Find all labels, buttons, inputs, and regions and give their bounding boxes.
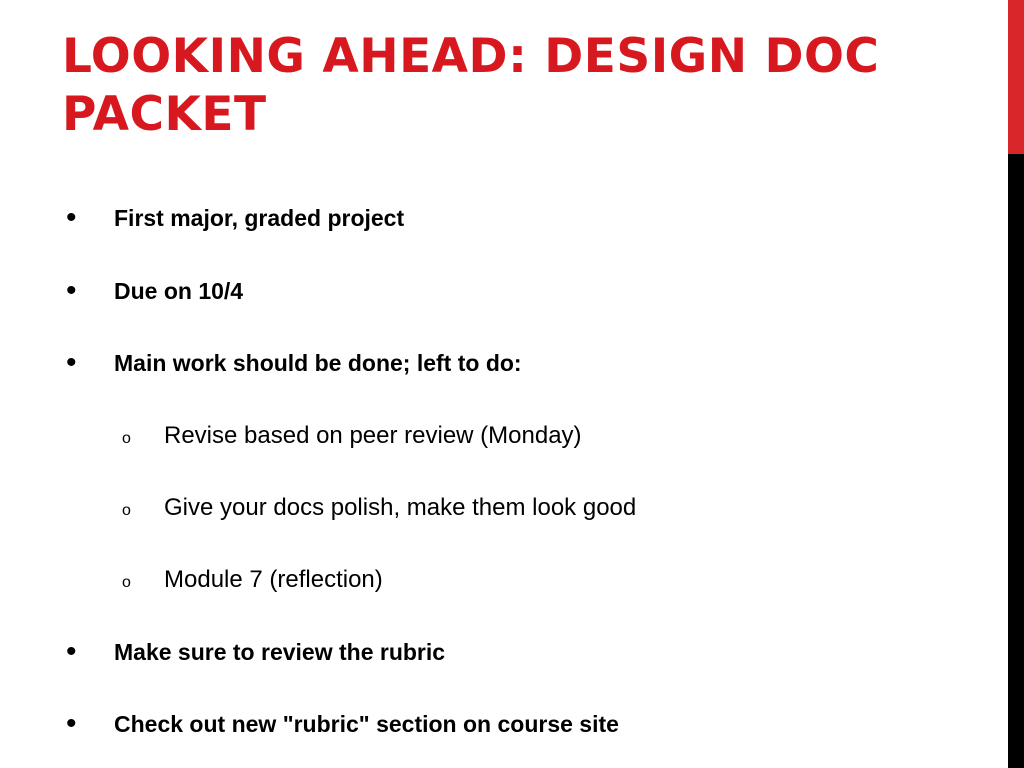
bullet-item: [0, 704, 1000, 744]
bullet-item: [0, 271, 1000, 311]
bullet-item: [0, 632, 1000, 672]
bullet-dot-icon: •: [66, 201, 77, 234]
bullet-dot-icon: •: [66, 346, 77, 379]
sub-bullet-text: Module 7 (reflection): [164, 566, 383, 593]
bullet-item: [0, 343, 1000, 383]
sub-bullet-circle-icon: o: [122, 430, 131, 447]
sub-bullet-item: [0, 488, 1000, 528]
sub-bullet-text: Give your docs polish, make them look good: [164, 494, 637, 521]
sub-bullet-circle-icon: o: [122, 502, 131, 519]
bullet-dot-icon: •: [66, 707, 77, 740]
slide-title: LOOKING AHEAD: DESIGN DOC PACKET: [62, 29, 880, 142]
bullet-dot-icon: •: [66, 274, 77, 307]
sub-bullet-circle-icon: o: [122, 574, 131, 591]
accent-bar-red: [1008, 0, 1024, 154]
bullet-text: Make sure to review the rubric: [114, 639, 446, 665]
sub-bullet-item: [0, 560, 1000, 600]
bullet-text: First major, graded project: [114, 205, 405, 231]
bullet-text: Due on 10/4: [114, 278, 244, 304]
sub-bullet-item: [0, 416, 1000, 456]
accent-bar-black: [1008, 154, 1024, 768]
bullet-dot-icon: •: [66, 635, 77, 668]
bullet-item: [0, 198, 1000, 238]
bullet-text: Check out new "rubric" section on course site: [114, 711, 619, 737]
sub-bullet-text: Revise based on peer review (Monday): [164, 422, 582, 449]
bullet-text: Main work should be done; left to do:: [114, 350, 522, 376]
